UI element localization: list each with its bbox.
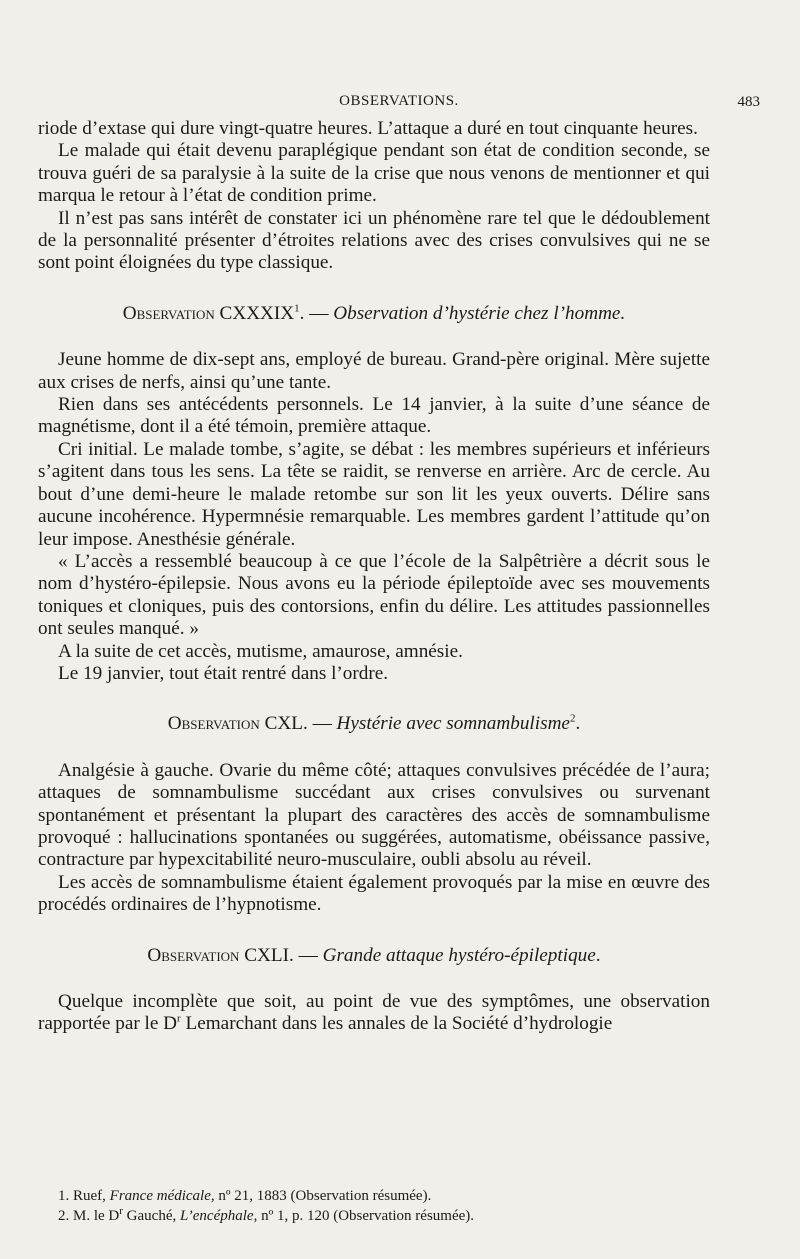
observation-title: Observation d’hystérie chez l’homme. bbox=[333, 302, 626, 324]
observation-title: Hystérie avec somnambulisme bbox=[336, 713, 570, 735]
paragraph-continued: riode d’extase qui dure vingt-quatre heures. L’attaque a duré en tout cinquante heures. bbox=[38, 118, 698, 139]
footnote-ref: 1 bbox=[294, 302, 300, 315]
page-number: 483 bbox=[737, 94, 760, 110]
running-title: OBSERVATIONS. bbox=[339, 93, 459, 109]
paragraph: Rien dans ses antécédents personnels. Le 14 janvier, à la suite d’une séance de magnétisme, dont il a été témoin, première attaque. bbox=[38, 394, 710, 438]
observation-heading-141 bbox=[38, 945, 710, 967]
footnote-1: 1. Ruef, France médicale, nº 21, 1883 (Observation résumée). bbox=[58, 1188, 432, 1204]
paragraph: Le 19 janvier, tout était rentré dans l’ordre. bbox=[58, 662, 389, 684]
footnote-2: 2. M. le $D^r$ Gauché, L’encéphale, nº 1, p. 120 (Observation résumée). bbox=[58, 1205, 475, 1224]
paragraph: Il n’est pas sans intérêt de constater ici un phénomène rare tel que le dédoublement de la personnalité présenter d’étroites relations avec des crises convulsives qui ne se sont point éloignées du type classique. bbox=[38, 207, 710, 274]
observation-title: Grande attaque hystéro-épileptique bbox=[322, 944, 596, 966]
observation-label: Observation CXLI bbox=[147, 944, 290, 966]
paragraph: A la suite de cet accès, mutisme, amaurose, amnésie. bbox=[58, 640, 463, 662]
heading-end: . bbox=[595, 944, 601, 966]
heading-dash: . — bbox=[299, 302, 334, 324]
body-text bbox=[38, 118, 710, 1036]
heading-dash: . — bbox=[289, 944, 323, 966]
paragraph: Analgésie à gauche. Ovarie du même côté; attaques convulsives précédée de l’aura; attaques de somnambulisme succédant aux crises convulsives ou survenant spontanément et présentant la plupart des caractères des accès de somnambulisme provoqué : hallucinations spontanées ou suggérées, automatisme, obéissance passive, contracture par hypexcitabilité neuro-musculaire, oubli absolu au réveil. bbox=[38, 759, 710, 871]
paragraph: Le malade qui était devenu paraplégique pendant son état de condition seconde, se trouva guéri de sa paralysie à la suite de la crise que nous venons de mentionner et qui marqua le retour à l’état de condition prime. bbox=[38, 140, 710, 207]
heading-dash: . — bbox=[302, 713, 337, 735]
paragraph: Les accès de somnambulisme étaient également provoqués par la mise en œuvre des procédés ordinaires de l’hypnotisme. bbox=[38, 871, 710, 916]
footnote-ref: 2 bbox=[569, 712, 576, 725]
observation-heading-139 bbox=[38, 303, 710, 325]
footnotes bbox=[58, 1186, 708, 1226]
quotation: « L’accès a ressemblé beaucoup à ce que l’école de la Salpêtrière a décrit sous le nom d’hystéro-épilepsie. Nous avons eu la période épileptoïde avec ses mouvements toniques et cloniques, puis des contorsions, enfin du délire. Les attitudes passionnelles ont seules manqué. » bbox=[38, 550, 710, 640]
paragraph: Quelque incomplète que soit, au point de vue des symptômes, une observation rapportée par le $D^r$ Lemarchant dans les annales de la Société d’hydrologie bbox=[38, 991, 710, 1035]
paragraph: Jeune homme de dix-sept ans, employé de bureau. Grand-père original. Mère sujette aux crises de nerfs, ainsi qu’une tante. bbox=[38, 349, 710, 393]
paragraph: Cri initial. Le malade tombe, s’agite, se débat : les membres supérieurs et inférieurs s’agitent dans tous les sens. La tête se raidit, se renverse en arrière. Arc de cercle. Au bout d’une demi-heure le malade retombe sur son lit les yeux ouverts. Délire sans aucune incohérence. Hypermnésie remarquable. Les membres gardent l’attitude qu’on leur impose. Anesthésie générale. bbox=[38, 438, 710, 550]
observation-label: Observation CXL bbox=[167, 713, 303, 735]
observation-label: Observation CXXXIX bbox=[122, 302, 295, 324]
page-header bbox=[38, 90, 760, 114]
heading-end: . bbox=[575, 713, 581, 735]
observation-heading-140 bbox=[38, 713, 710, 735]
